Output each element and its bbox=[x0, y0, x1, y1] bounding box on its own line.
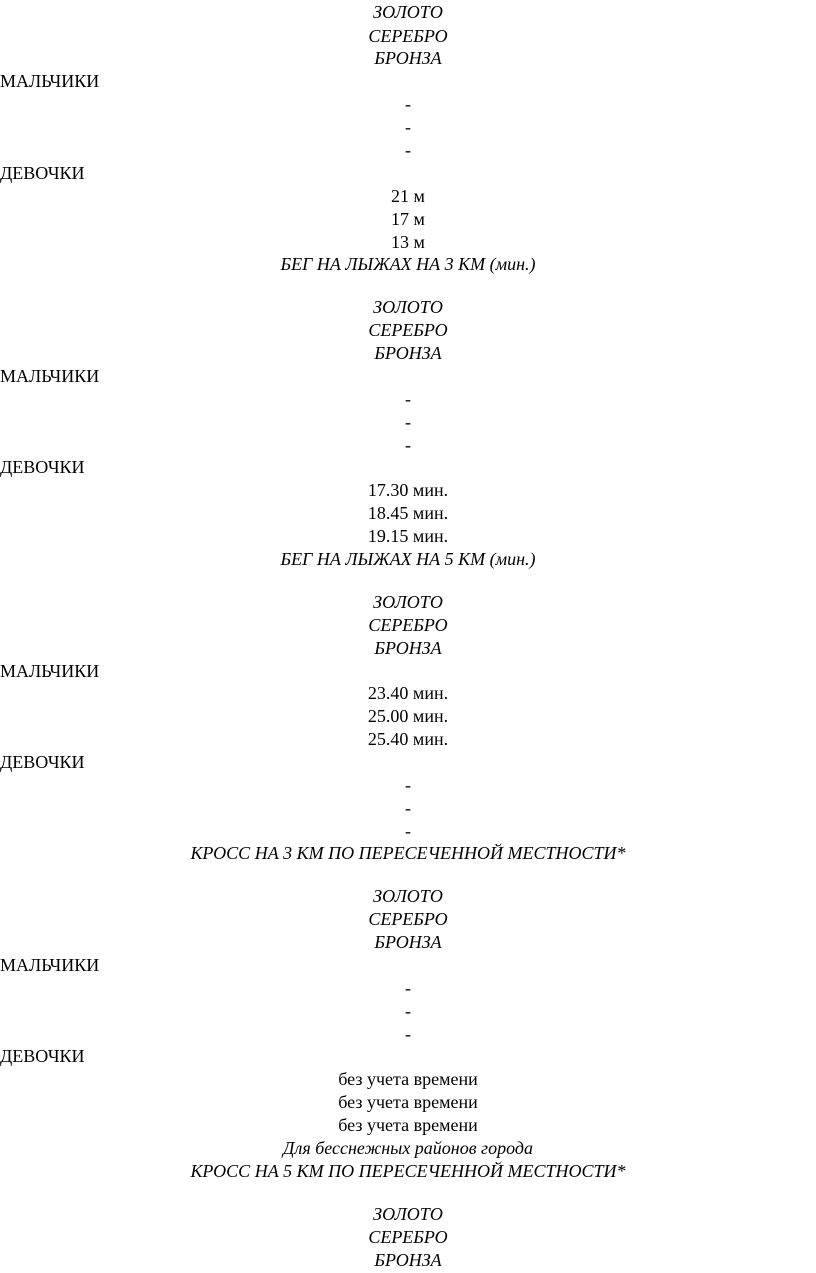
medal-silver-label: СЕРЕБРО bbox=[368, 26, 448, 46]
girls-label: ДЕВОЧКИ bbox=[0, 752, 85, 772]
boys-value: - bbox=[405, 94, 411, 114]
medal-bronze-label: БРОНЗА bbox=[374, 932, 442, 952]
medal-silver-label: СЕРЕБРО bbox=[368, 320, 448, 340]
boys-label: МАЛЬЧИКИ bbox=[0, 71, 100, 91]
medal-silver-label: СЕРЕБРО bbox=[368, 909, 448, 929]
boys-value: - bbox=[405, 389, 411, 409]
section-title: БЕГ НА ЛЫЖАХ НА 3 КМ (мин.) bbox=[280, 254, 536, 274]
girls-label: ДЕВОЧКИ bbox=[0, 457, 85, 477]
girls-value: 17 м bbox=[391, 209, 425, 229]
section-title: КРОСС НА 3 КМ ПО ПЕРЕСЕЧЕННОЙ МЕСТНОСТИ* bbox=[190, 843, 626, 863]
girls-value: - bbox=[405, 821, 411, 841]
medal-bronze-label: БРОНЗА bbox=[374, 343, 442, 363]
boys-value: - bbox=[405, 140, 411, 160]
medal-gold-label: ЗОЛОТО bbox=[373, 592, 443, 612]
girls-value: - bbox=[405, 798, 411, 818]
medal-gold-label: ЗОЛОТО bbox=[373, 2, 443, 22]
girls-value: 19.15 мин. bbox=[367, 526, 449, 546]
boys-value: - bbox=[405, 978, 411, 998]
boys-value: - bbox=[405, 435, 411, 455]
boys-value: - bbox=[405, 1001, 411, 1021]
boys-value: 23.40 мин. bbox=[367, 683, 449, 703]
boys-value: 25.00 мин. bbox=[367, 706, 449, 726]
boys-label: МАЛЬЧИКИ bbox=[0, 366, 100, 386]
girls-value: - bbox=[405, 775, 411, 795]
boys-label: МАЛЬЧИКИ bbox=[0, 661, 100, 681]
girls-label: ДЕВОЧКИ bbox=[0, 163, 85, 183]
boys-value: - bbox=[405, 117, 411, 137]
medal-bronze-label: БРОНЗА bbox=[374, 1250, 442, 1270]
girls-value: без учета времени bbox=[338, 1069, 478, 1089]
section-title: БЕГ НА ЛЫЖАХ НА 5 КМ (мин.) bbox=[280, 549, 536, 569]
boys-value: 25.40 мин. bbox=[367, 729, 449, 749]
girls-value: 18.45 мин. bbox=[367, 503, 449, 523]
medal-gold-label: ЗОЛОТО bbox=[373, 1204, 443, 1224]
medal-gold-label: ЗОЛОТО bbox=[373, 886, 443, 906]
medal-bronze-label: БРОНЗА bbox=[374, 48, 442, 68]
girls-value: 17.30 мин. bbox=[367, 480, 449, 500]
boys-label: МАЛЬЧИКИ bbox=[0, 955, 100, 975]
boys-value: - bbox=[405, 412, 411, 432]
girls-label: ДЕВОЧКИ bbox=[0, 1046, 85, 1066]
section-title: КРОСС НА 5 КМ ПО ПЕРЕСЕЧЕННОЙ МЕСТНОСТИ* bbox=[190, 1161, 626, 1181]
girls-value: без учета времени bbox=[338, 1115, 478, 1135]
medal-silver-label: СЕРЕБРО bbox=[368, 615, 448, 635]
girls-value: 21 м bbox=[391, 186, 425, 206]
medal-silver-label: СЕРЕБРО bbox=[368, 1227, 448, 1247]
region-note: Для бесснежных районов города bbox=[283, 1138, 533, 1158]
girls-value: без учета времени bbox=[338, 1092, 478, 1112]
medal-bronze-label: БРОНЗА bbox=[374, 638, 442, 658]
boys-value: - bbox=[405, 1024, 411, 1044]
girls-value: 13 м bbox=[391, 232, 425, 252]
medal-gold-label: ЗОЛОТО bbox=[373, 297, 443, 317]
